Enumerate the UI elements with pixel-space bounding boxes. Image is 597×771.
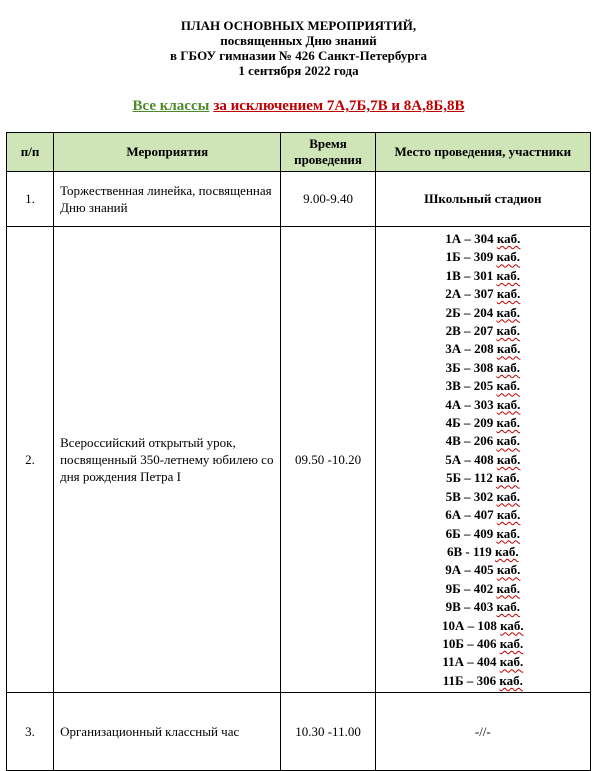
document-title — [0, 18, 597, 78]
room-item — [376, 267, 590, 285]
room-class-number: 3В – 205 — [445, 378, 494, 394]
room-kab-label: каб. — [496, 323, 521, 339]
room-item — [376, 451, 590, 469]
header-time: Время проведения — [281, 133, 375, 172]
room-kab-label: каб. — [496, 470, 520, 486]
room-class-number: 2В – 207 — [445, 323, 494, 339]
room-item — [376, 396, 590, 414]
room-item — [376, 672, 590, 690]
room-class-number: 1В – 301 — [445, 267, 494, 283]
events-table — [6, 132, 591, 771]
row-time: 09.50 -10.20 — [281, 227, 375, 693]
room-item — [376, 230, 590, 248]
room-item — [376, 561, 590, 579]
classes-subheading — [0, 98, 597, 115]
room-item — [376, 506, 590, 524]
room-list — [375, 227, 590, 693]
table-row — [7, 172, 591, 227]
room-kab-label: каб. — [499, 635, 524, 651]
row-time: 10.30 -11.00 — [281, 693, 375, 771]
room-class-number: 3А – 208 — [445, 341, 494, 357]
room-kab-label: каб. — [496, 267, 521, 283]
room-class-number: 6В - 119 — [447, 543, 492, 559]
room-item — [376, 322, 590, 340]
header-num: п/п — [7, 133, 54, 172]
room-item — [376, 340, 590, 358]
room-kab-label: каб. — [496, 415, 520, 431]
room-class-number: 9Б – 402 — [445, 580, 494, 596]
row-event: Всероссийский открытый урок, посвященный 350-летнему юбилею со дня рождения Петра I — [54, 227, 281, 693]
room-item — [376, 414, 590, 432]
room-kab-label: каб. — [496, 433, 521, 449]
room-class-number: 9В – 403 — [445, 599, 494, 615]
room-class-number: 4В – 206 — [445, 433, 494, 449]
room-item — [376, 525, 590, 543]
room-kab-label: каб. — [496, 396, 521, 412]
room-class-number: 4Б – 209 — [445, 415, 494, 431]
room-kab-label: каб. — [499, 654, 524, 670]
row-time: 9.00-9.40 — [281, 172, 375, 227]
room-kab-label: каб. — [496, 286, 521, 302]
row-place: Школьный стадион — [375, 172, 590, 227]
room-class-number: 5В – 302 — [445, 488, 494, 504]
row-num: 2. — [7, 227, 54, 693]
exception-label: за исключением 7А,7Б,7В и 8А,8Б,8В — [213, 98, 465, 114]
header-event: Мероприятия — [54, 133, 281, 172]
room-item — [376, 653, 590, 671]
room-item — [376, 543, 590, 561]
row-event: Торжественная линейка, посвященная Дню знаний — [54, 172, 281, 227]
room-kab-label: каб. — [500, 617, 524, 633]
room-kab-label: каб. — [496, 580, 520, 596]
room-class-number: 11А – 404 — [442, 654, 497, 670]
room-kab-label: каб. — [496, 378, 521, 394]
room-kab-label: каб. — [496, 562, 521, 578]
title-line-2: посвященных Дню знаний — [220, 33, 377, 48]
room-kab-label: каб. — [496, 507, 521, 523]
title-line-1: ПЛАН ОСНОВНЫХ МЕРОПРИЯТИЙ, — [180, 18, 417, 33]
row-num: 1. — [7, 172, 54, 227]
room-kab-label: каб. — [496, 525, 520, 541]
title-line-3: в ГБОУ гимназии № 426 Санкт-Петербурга — [170, 48, 427, 63]
room-class-number: 11Б – 306 — [442, 672, 497, 688]
room-item — [376, 635, 590, 653]
header-place: Место проведения, участники — [375, 133, 590, 172]
room-item — [376, 248, 590, 266]
room-class-number: 6Б – 409 — [445, 525, 494, 541]
room-class-number: 3Б – 308 — [445, 359, 494, 375]
room-class-number: 5А – 408 — [445, 451, 494, 467]
title-line-4: 1 сентября 2022 года — [238, 63, 359, 78]
row-num: 3. — [7, 693, 54, 771]
all-classes-label: Все классы — [132, 98, 210, 114]
room-item — [376, 377, 590, 395]
room-class-number: 4А – 303 — [445, 396, 494, 412]
room-kab-label: каб. — [496, 488, 521, 504]
room-kab-label: каб. — [496, 341, 521, 357]
room-kab-label: каб. — [496, 304, 520, 320]
room-class-number: 10А – 108 — [441, 617, 497, 633]
room-item — [376, 285, 590, 303]
room-kab-label: каб. — [495, 543, 519, 559]
room-class-number: 1Б – 309 — [445, 249, 494, 265]
room-kab-label: каб. — [496, 599, 521, 615]
room-kab-label: каб. — [499, 672, 523, 688]
room-kab-label: каб. — [496, 231, 521, 246]
room-class-number: 9А – 405 — [445, 562, 494, 578]
row-event: Организационный классный час — [54, 693, 281, 771]
room-class-number: 2А – 307 — [445, 286, 494, 302]
room-class-number: 1А – 304 — [445, 231, 494, 246]
room-item — [376, 598, 590, 616]
room-kab-label: каб. — [496, 451, 521, 467]
room-item — [376, 432, 590, 450]
room-item — [376, 617, 590, 635]
room-item — [376, 580, 590, 598]
room-kab-label: каб. — [496, 249, 520, 265]
room-class-number: 2Б – 204 — [445, 304, 494, 320]
room-item — [376, 488, 590, 506]
table-header-row — [7, 133, 591, 172]
table-row — [7, 693, 591, 771]
room-kab-label: каб. — [496, 359, 520, 375]
room-item — [376, 359, 590, 377]
room-class-number: 10Б – 406 — [442, 635, 497, 651]
room-item — [376, 304, 590, 322]
table-row — [7, 227, 591, 693]
room-item — [376, 469, 590, 487]
row-place: -//- — [375, 693, 590, 771]
room-class-number: 5Б – 112 — [445, 470, 493, 486]
room-class-number: 6А – 407 — [445, 507, 494, 523]
